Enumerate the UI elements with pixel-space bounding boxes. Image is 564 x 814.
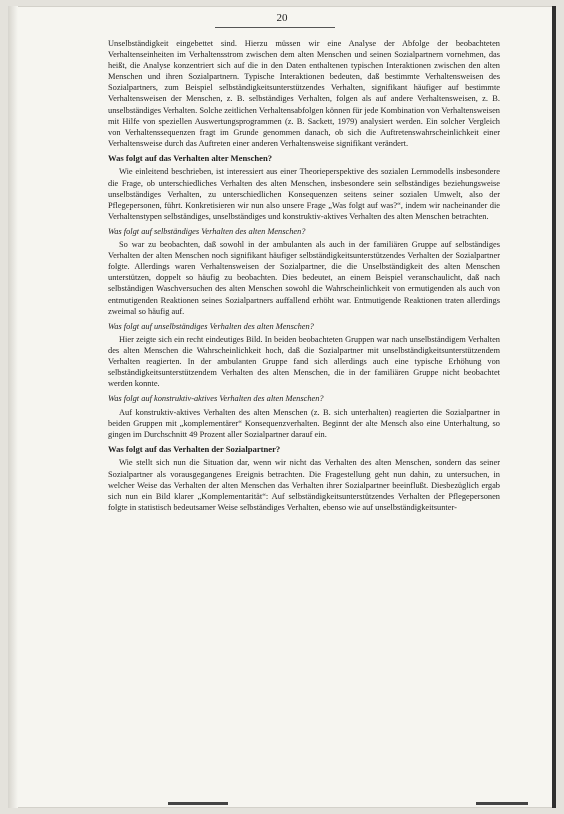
paragraph: So war zu beobachten, daß sowohl in der ambulanten als auch in der familiären Gruppe auf selbständiges Verhalten der alten Menschen noch signifikant häufiger selbständigkeitsunterstützendes Verhalten der Sozialpartner folgte. Allerdings waren Verhaltensweisen der Sozialpartner, die die Unselbständigkeit des alten Menschen unterstützen, doppelt so häufig zu beobachten. Dies bedeutet, an einem Beispiel veranschaulicht, daß nach selbständigen Waschversuchen des alten Menschen sowohl die Wahrscheinlichkeit von ermutigenden als auch von entmutigenden Reaktionen seines Sozialpartners auffallend erhöht war. Entmutigende Reaktionen traten allerdings zweimal so häufig auf. (108, 240, 500, 316)
subsection-heading: Was folgt auf konstruktiv-aktives Verhalten des alten Menschen? (108, 394, 324, 404)
page-gutter (8, 6, 18, 808)
paragraph: Auf konstruktiv-aktives Verhalten des alten Menschen (z. B. sich unterhalten) reagierten die Sozialpartner in beiden Gruppen mit „komplementärer“ Konsequenzverhalten. Beginnt der alte Mensch also eine Unterhaltung, so gingen im Durchschnitt 49 Prozent aller Sozialpartner darauf ein. (108, 407, 500, 439)
paragraph: Wie einleitend beschrieben, ist interessiert aus einer Theorieperspektive des sozialen Lernmodells insbesondere die Frage, ob unterschiedliches Verhalten des alten Menschen, insbesondere sein selbständiges beziehungsweise unselbständiges Verhalten, zu unterschiedlichen Konsequenzen seitens seiner sozialen Umwelt, also der Pflegepersonen, führt. Konkretisieren wir nun also unsere Frage „Was folgt auf was?“, indem wir nacheinander die Verhaltenstypen selbständiges, unselbständiges und konstruktiv-aktives Verhalten des alten Menschen betrachten. (108, 167, 500, 221)
paragraph: Wie stellt sich nun die Situation dar, wenn wir nicht das Verhalten des alten Menschen, sondern das seiner Sozialpartner als vorausgegangenes Ereignis betrachten. Die Fragestellung geht nun dahin, zu untersuchen, in welcher Weise das Verhalten der alten Menschen das Verhalten ihrer Sozialpartner beeinflußt. Diesbezüglich ergab sich nun ein Bild klarer „Komplementarität“: Auf selbständigkeitsunterstützendes Verhalten der Pflegepersonen folgte in statistisch bedeutsamer Weise selbständiges Verhalten, ebenso wie auf unselbständigkeitsunter- (108, 458, 500, 512)
section-heading: Was folgt auf das Verhalten der Sozialpartner? (108, 443, 281, 454)
subsection-heading: Was folgt auf unselbständiges Verhalten des alten Menschen? (108, 321, 314, 331)
header-rule (215, 27, 335, 28)
subsection-heading: Was folgt auf selbständiges Verhalten des alten Menschen? (108, 226, 306, 236)
page-body (108, 38, 500, 517)
paragraph: Hier zeigte sich ein recht eindeutiges Bild. In beiden beobachteten Gruppen war nach unselbständigem Verhalten des alten Menschen die Wahrscheinlichkeit hoch, daß die Sozialpartner mit unselbständigkeitsunterstützendem Verhalten reagierten. In der ambulanten Gruppe fand sich allerdings auch eine typische Erhöhung von selbständigkeitsunterstützendem Verhalten des alten Menschen, die in der familiären Gruppe nicht beobachtet werden konnte. (108, 334, 500, 389)
paragraph: Unselbständigkeit eingebettet sind. Hierzu müssen wir eine Analyse der Abfolge der beobachteten Verhaltenseinheiten im Verhaltensstrom zwischen dem alten Menschen und seinen Sozialpartnern vornehmen, das heißt, die Analyse konzentriert sich auf die in den Daten enthaltenen typischen Interaktionen zwischen den alten Menschen und ihren Sozialpartnern. Typische Interaktionen bedeuten, daß bestimmte Verhaltensweisen des Sozialpartners, zum Beispiel selbständigkeitsunterstützendes Verhalten, signifikant häufiger auf bestimmte Verhaltensweisen der Menschen, z. B. selbständiges Verhalten, folgen als auf andere Verhaltensweisen, z. B. unselbständiges Verhalten. Solche zeitlichen Verhaltensabfolgen können für jede Kombination von Verhaltensweisen mit Hilfe von speziellen Auswertungsprogrammen (z. B. Sackett, 1979) analysiert werden. Ein solcher Vergleich von Verhaltenssequenzen fragt im Grunde genommen danach, ob sich die Auftretenswahrscheinlichkeit einer Verhaltensweise durch das Auftreten einer anderen Verhaltensweise signifikant verändert. (108, 39, 500, 148)
footer-mark-left (168, 802, 228, 805)
page-number: 20 (276, 12, 288, 24)
footer-mark-right (476, 802, 528, 805)
section-heading: Was folgt auf das Verhalten alter Menschen? (108, 152, 273, 163)
scan-edge (552, 6, 556, 808)
